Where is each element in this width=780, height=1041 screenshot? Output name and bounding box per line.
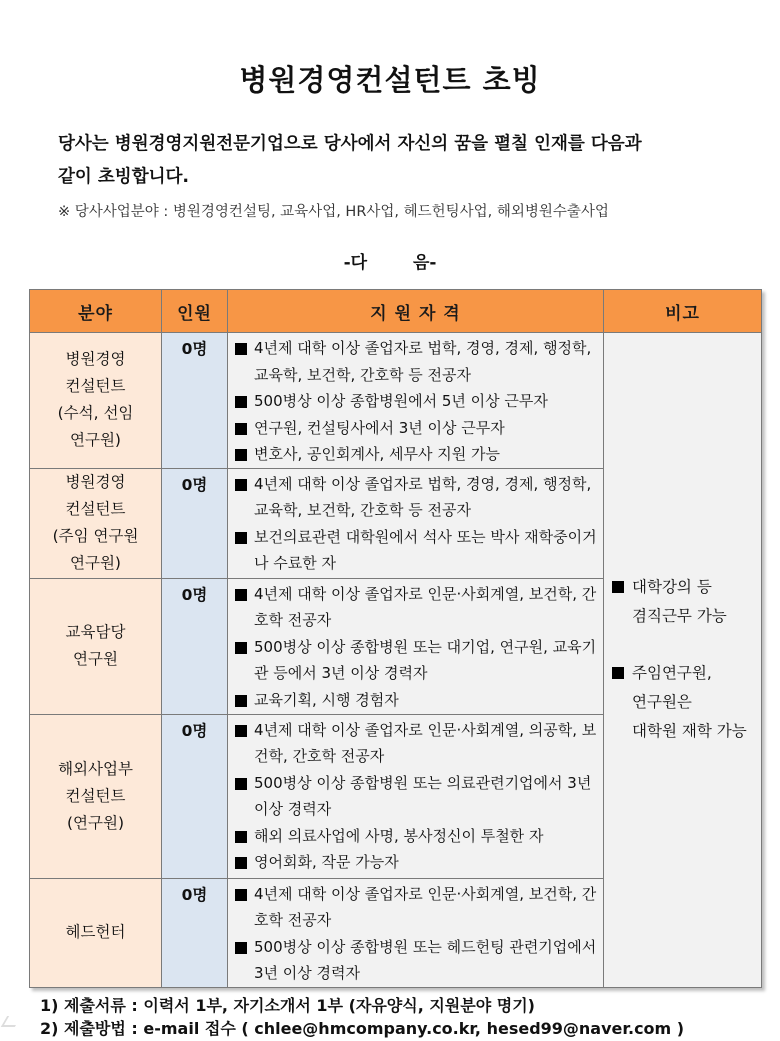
- square-bullet-icon: [612, 667, 624, 679]
- page-title: 병원경영컨설턴트 초빙: [239, 63, 541, 97]
- business-areas-note: ※ 당사사업분야 : 병원경영컨설팅, 교육사업, HR사업, 헤드헌팅사업, 해외병원수출사업: [58, 204, 609, 220]
- square-bullet-icon: [235, 589, 247, 601]
- intro-text: [58, 128, 738, 194]
- header-count: 인원: [162, 290, 228, 333]
- requirement-text: 500병상 이상 종합병원에서 5년 이상 근무자: [254, 392, 548, 410]
- field-line: 헤드헌터: [65, 923, 126, 941]
- requirement-item: [233, 881, 599, 934]
- requirement-text: 4년제 대학 이상 졸업자로 인문·사회계열, 보건학, 간호학 전공자: [254, 884, 597, 929]
- note-item: [610, 573, 755, 631]
- field-line: 컨설턴트: [65, 377, 126, 396]
- square-bullet-icon: [235, 942, 247, 954]
- field-line: 연구원): [70, 431, 121, 450]
- table-header-row: [30, 290, 762, 333]
- requirement-text: 500병상 이상 종합병원 또는 의료관련기업에서 3년 이상 경력자: [254, 773, 592, 818]
- square-bullet-icon: [235, 449, 247, 461]
- field-line: (수석, 선임: [57, 404, 134, 423]
- requirement-item: [233, 471, 599, 524]
- requirement-item: [233, 335, 599, 388]
- separator-heading: -다 음-: [343, 253, 437, 273]
- note-item: [610, 659, 755, 746]
- submission-info: [40, 994, 684, 1040]
- note-line: 주임연구원,: [632, 664, 712, 683]
- square-bullet-icon: [235, 778, 247, 790]
- requirement-item: [233, 524, 599, 577]
- header-field: 분야: [30, 290, 162, 333]
- requirement-item: [233, 934, 599, 987]
- header-note: 비고: [604, 290, 762, 333]
- requirement-text: 500병상 이상 종합병원 또는 대기업, 연구원, 교육기관 등에서 3년 이상 경력자: [254, 637, 597, 682]
- requirement-text: 4년제 대학 이상 졸업자로 법학, 경영, 경제, 행정학, 교육학, 보건학, 간호학 등 전공자: [254, 339, 592, 384]
- square-bullet-icon: [235, 642, 247, 654]
- field-line: 연구원: [73, 650, 118, 668]
- requirement-item: [233, 581, 599, 634]
- header-requirements: 지 원 자 격: [228, 290, 604, 333]
- field-line: 컨설턴트: [65, 786, 126, 805]
- note-line: 연구원은: [632, 693, 692, 712]
- requirement-item: [233, 849, 599, 876]
- requirements-cell: [228, 578, 604, 714]
- headcount: 0명: [162, 333, 228, 469]
- field-cell: [30, 878, 162, 987]
- headcount: 0명: [162, 578, 228, 714]
- field-cell: [30, 714, 162, 878]
- field-cell: [30, 468, 162, 578]
- requirements-cell: [228, 714, 604, 878]
- field-line: 해외사업부: [58, 759, 133, 778]
- requirement-text: 연구원, 컨설팅사에서 3년 이상 근무자: [254, 418, 505, 437]
- square-bullet-icon: [235, 857, 247, 869]
- headcount: 0명: [162, 468, 228, 578]
- headcount: 0명: [162, 878, 228, 987]
- note-line: 대학원 재학 가능: [632, 722, 747, 741]
- field-line: 교육담당: [65, 623, 126, 641]
- headcount: 0명: [162, 714, 228, 878]
- square-bullet-icon: [235, 343, 247, 355]
- requirement-text: 4년제 대학 이상 졸업자로 인문·사회계열, 보건학, 간호학 전공자: [254, 584, 597, 629]
- requirement-text: 500병상 이상 종합병원 또는 헤드헌팅 관련기업에서 3년 이상 경력자: [254, 937, 597, 982]
- field-line: 연구원): [70, 554, 121, 572]
- intro-line-2: 같이 초빙합니다.: [58, 167, 190, 187]
- intro-line-1: 당사는 병원경영지원전문기업으로 당사에서 자신의 꿈을 펼칠 인재를 다음과: [58, 134, 642, 154]
- field-line: 병원경영: [65, 473, 126, 491]
- field-line: 컨설턴트: [65, 500, 126, 518]
- field-line: 병원경영: [65, 350, 126, 369]
- requirement-item: [233, 823, 599, 850]
- requirement-text: 보건의료관련 대학원에서 석사 또는 박사 재학중이거나 수료한 자: [254, 527, 597, 572]
- field-line: (주임 연구원: [52, 527, 139, 545]
- requirement-text: 해외 의료사업에 사명, 봉사정신이 투철한 자: [254, 826, 544, 845]
- submission-method: 2) 제출방법 : e-mail 접수 ( chlee@hmcompany.co.kr, hesed99@naver.com ): [40, 1019, 685, 1038]
- requirement-item: [233, 415, 599, 442]
- square-bullet-icon: [235, 479, 247, 491]
- field-cell: [30, 578, 162, 714]
- requirement-item: [233, 717, 599, 770]
- table-row: [30, 333, 762, 469]
- requirement-item: [233, 388, 599, 415]
- note-cell: [604, 333, 762, 988]
- requirement-text: 4년제 대학 이상 졸업자로 인문·사회계열, 의공학, 보건학, 간호학 전공자: [254, 720, 597, 765]
- square-bullet-icon: [235, 423, 247, 435]
- note-line: 대학강의 등: [632, 578, 712, 597]
- corner-mark-icon: [1, 1016, 21, 1027]
- square-bullet-icon: [612, 581, 624, 593]
- square-bullet-icon: [235, 831, 247, 843]
- requirement-item: [233, 770, 599, 823]
- requirement-text: 변호사, 공인회계사, 세무사 지원 가능: [254, 445, 500, 463]
- requirements-cell: [228, 468, 604, 578]
- field-line: (연구원): [66, 813, 124, 832]
- note-line: 겸직근무 가능: [632, 607, 727, 626]
- requirement-item: [233, 634, 599, 687]
- square-bullet-icon: [235, 889, 247, 901]
- requirements-cell: [228, 878, 604, 987]
- square-bullet-icon: [235, 532, 247, 544]
- requirements-cell: [228, 333, 604, 469]
- square-bullet-icon: [235, 396, 247, 408]
- requirement-text: 4년제 대학 이상 졸업자로 법학, 경영, 경제, 행정학, 교육학, 보건학, 간호학 등 전공자: [254, 474, 592, 519]
- recruitment-table: [29, 289, 762, 988]
- submission-documents: 1) 제출서류 : 이력서 1부, 자기소개서 1부 (자유양식, 지원분야 명기): [40, 996, 535, 1015]
- requirement-item: [233, 441, 599, 468]
- requirement-item: [233, 687, 599, 714]
- requirement-text: 교육기획, 시행 경험자: [254, 690, 399, 709]
- requirement-text: 영어회화, 작문 가능자: [254, 853, 399, 871]
- square-bullet-icon: [235, 725, 247, 737]
- field-cell: [30, 333, 162, 469]
- square-bullet-icon: [235, 695, 247, 707]
